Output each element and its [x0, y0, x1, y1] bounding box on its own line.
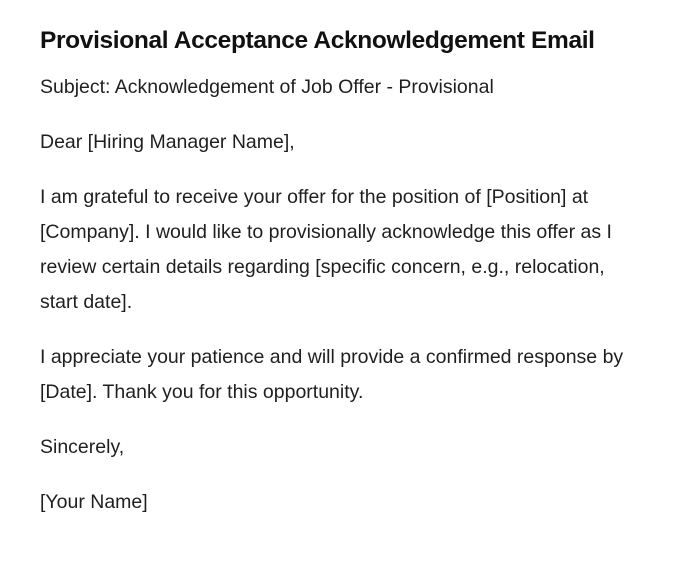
email-subject-line: Subject: Acknowledgement of Job Offer - Provisional	[40, 76, 494, 98]
email-greeting: Dear [Hiring Manager Name],	[40, 131, 295, 153]
document-title: Provisional Acceptance Acknowledgement Email	[40, 27, 595, 54]
email-body-paragraph: I appreciate your patience and will provide a confirmed response by [Date]. Thank you for this opportunity.	[40, 346, 624, 403]
email-closing: Sincerely,	[40, 436, 125, 458]
email-document	[40, 22, 640, 520]
email-body-paragraph: I am grateful to receive your offer for the position of [Position] at [Company]. I would like to provisionally acknowledge this offer as I review certain details regarding [specific concern, e.g., relocation, start date].	[40, 186, 612, 313]
email-signature: [Your Name]	[40, 491, 148, 513]
